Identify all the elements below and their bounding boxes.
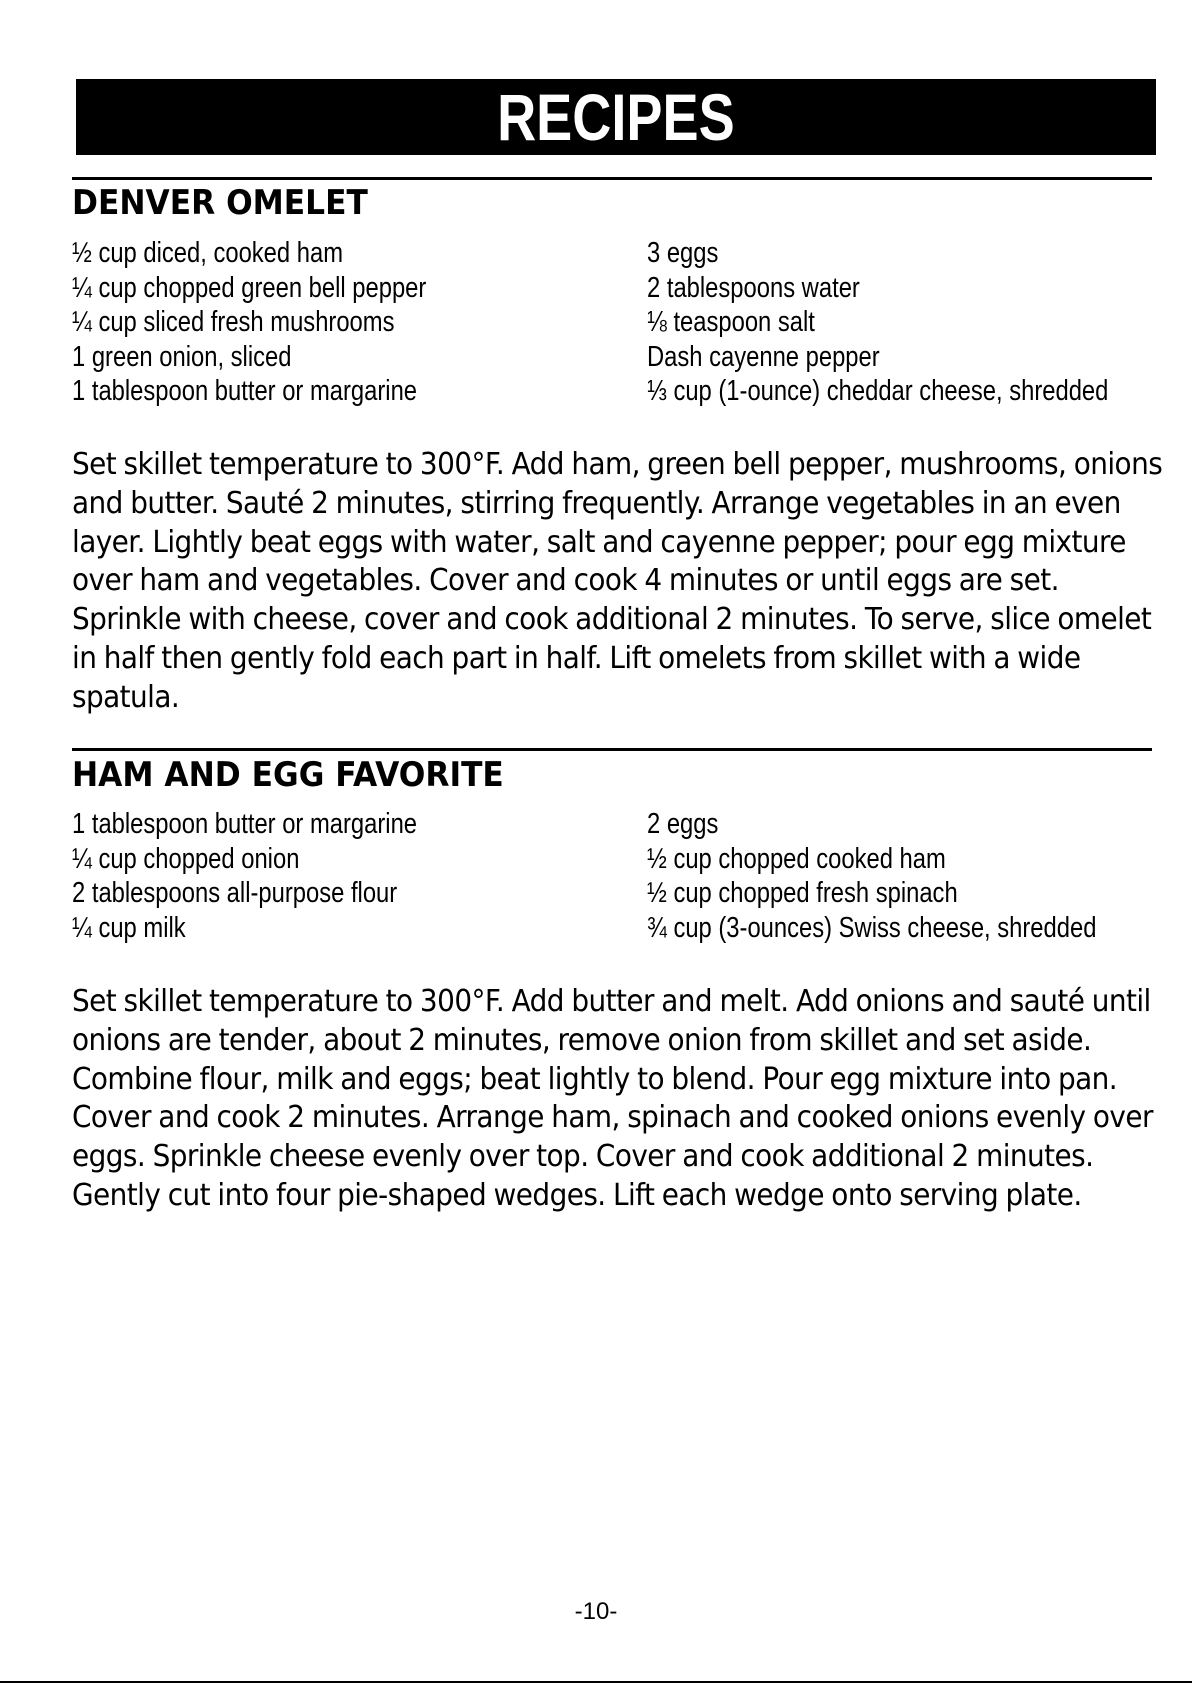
instruction-line: layer. Lightly beat eggs with water, salt and cayenne pepper; pour egg mixture — [72, 524, 1126, 560]
instruction-line: Set skillet temperature to 300°F. Add butter and melt. Add onions and sauté until — [72, 984, 1151, 1019]
ingredient-item: ¼ cup milk — [72, 911, 186, 944]
instruction-line: Set skillet temperature to 300°F. Add ham, green bell pepper, mushrooms, onions — [72, 447, 1163, 482]
ingredient-item: 1 green onion, sliced — [72, 340, 292, 373]
ingredient-item: 3 eggs — [647, 237, 719, 269]
recipe-instructions — [72, 446, 1163, 718]
ingredient-list-left — [72, 236, 504, 409]
ingredient-item: 2 tablespoons water — [647, 271, 860, 304]
header-banner — [76, 79, 1156, 155]
ingredient-item: ⅓ cup (1-ounce) cheddar cheese, shredded — [647, 375, 1109, 407]
ingredient-item: ¼ cup chopped onion — [72, 842, 300, 875]
ingredient-item: ¼ cup sliced fresh mushrooms — [72, 306, 395, 338]
section-divider — [72, 748, 1152, 751]
instruction-line: Sprinkle with cheese, cover and cook additional 2 minutes. To serve, slice omelet — [72, 602, 1152, 638]
ingredient-list-left — [72, 807, 493, 945]
instruction-line: in half then gently fold each part in half. Lift omelets from skillet with a wide — [72, 640, 1081, 676]
page-number: -10- — [574, 1598, 618, 1625]
ingredient-list-right — [647, 236, 1192, 409]
ingredient-list-right — [647, 807, 1192, 945]
ingredient-item: ¾ cup (3-ounces) Swiss cheese, shredded — [647, 911, 1097, 944]
recipe-title: DENVER OMELET — [72, 183, 368, 223]
instruction-line: eggs. Sprinkle cheese evenly over top. Cover and cook additional 2 minutes. — [72, 1139, 1094, 1175]
ingredient-item: 2 eggs — [647, 808, 719, 840]
recipe-instructions — [72, 983, 1152, 1216]
instruction-line: spatula. — [72, 679, 180, 715]
ingredient-item: 1 tablespoon butter or margarine — [72, 375, 418, 407]
ingredient-item: Dash cayenne pepper — [647, 340, 880, 373]
instruction-line: Cover and cook 2 minutes. Arrange ham, spinach and cooked onions evenly over — [72, 1100, 1153, 1136]
instruction-line: over ham and vegetables. Cover and cook 4 minutes or until eggs are set. — [72, 563, 1059, 599]
instruction-line: Combine flour, milk and eggs; beat lightly to blend. Pour egg mixture into pan. — [72, 1061, 1118, 1097]
instruction-line: onions are tender, about 2 minutes, remove onion from skillet and set aside. — [72, 1022, 1092, 1058]
recipe-title: HAM AND EGG FAVORITE — [72, 755, 504, 795]
ingredient-item: 2 tablespoons all-purpose flour — [72, 877, 398, 909]
instruction-line: and butter. Sauté 2 minutes, stirring frequently. Arrange vegetables in an even — [72, 485, 1121, 521]
ingredient-item: ⅛ teaspoon salt — [647, 306, 815, 338]
ingredient-item: ½ cup chopped cooked ham — [647, 842, 946, 875]
section-divider — [72, 177, 1152, 180]
page-title: RECIPES — [497, 80, 735, 154]
ingredient-item: ½ cup chopped fresh spinach — [647, 877, 958, 909]
page-bottom-border — [0, 1681, 1192, 1683]
ingredient-item: 1 tablespoon butter or margarine — [72, 808, 418, 840]
instruction-line: Gently cut into four pie-shaped wedges. Lift each wedge onto serving plate. — [72, 1177, 1082, 1213]
ingredient-item: ½ cup diced, cooked ham — [72, 237, 343, 269]
ingredient-item: ¼ cup chopped green bell pepper — [72, 271, 427, 304]
